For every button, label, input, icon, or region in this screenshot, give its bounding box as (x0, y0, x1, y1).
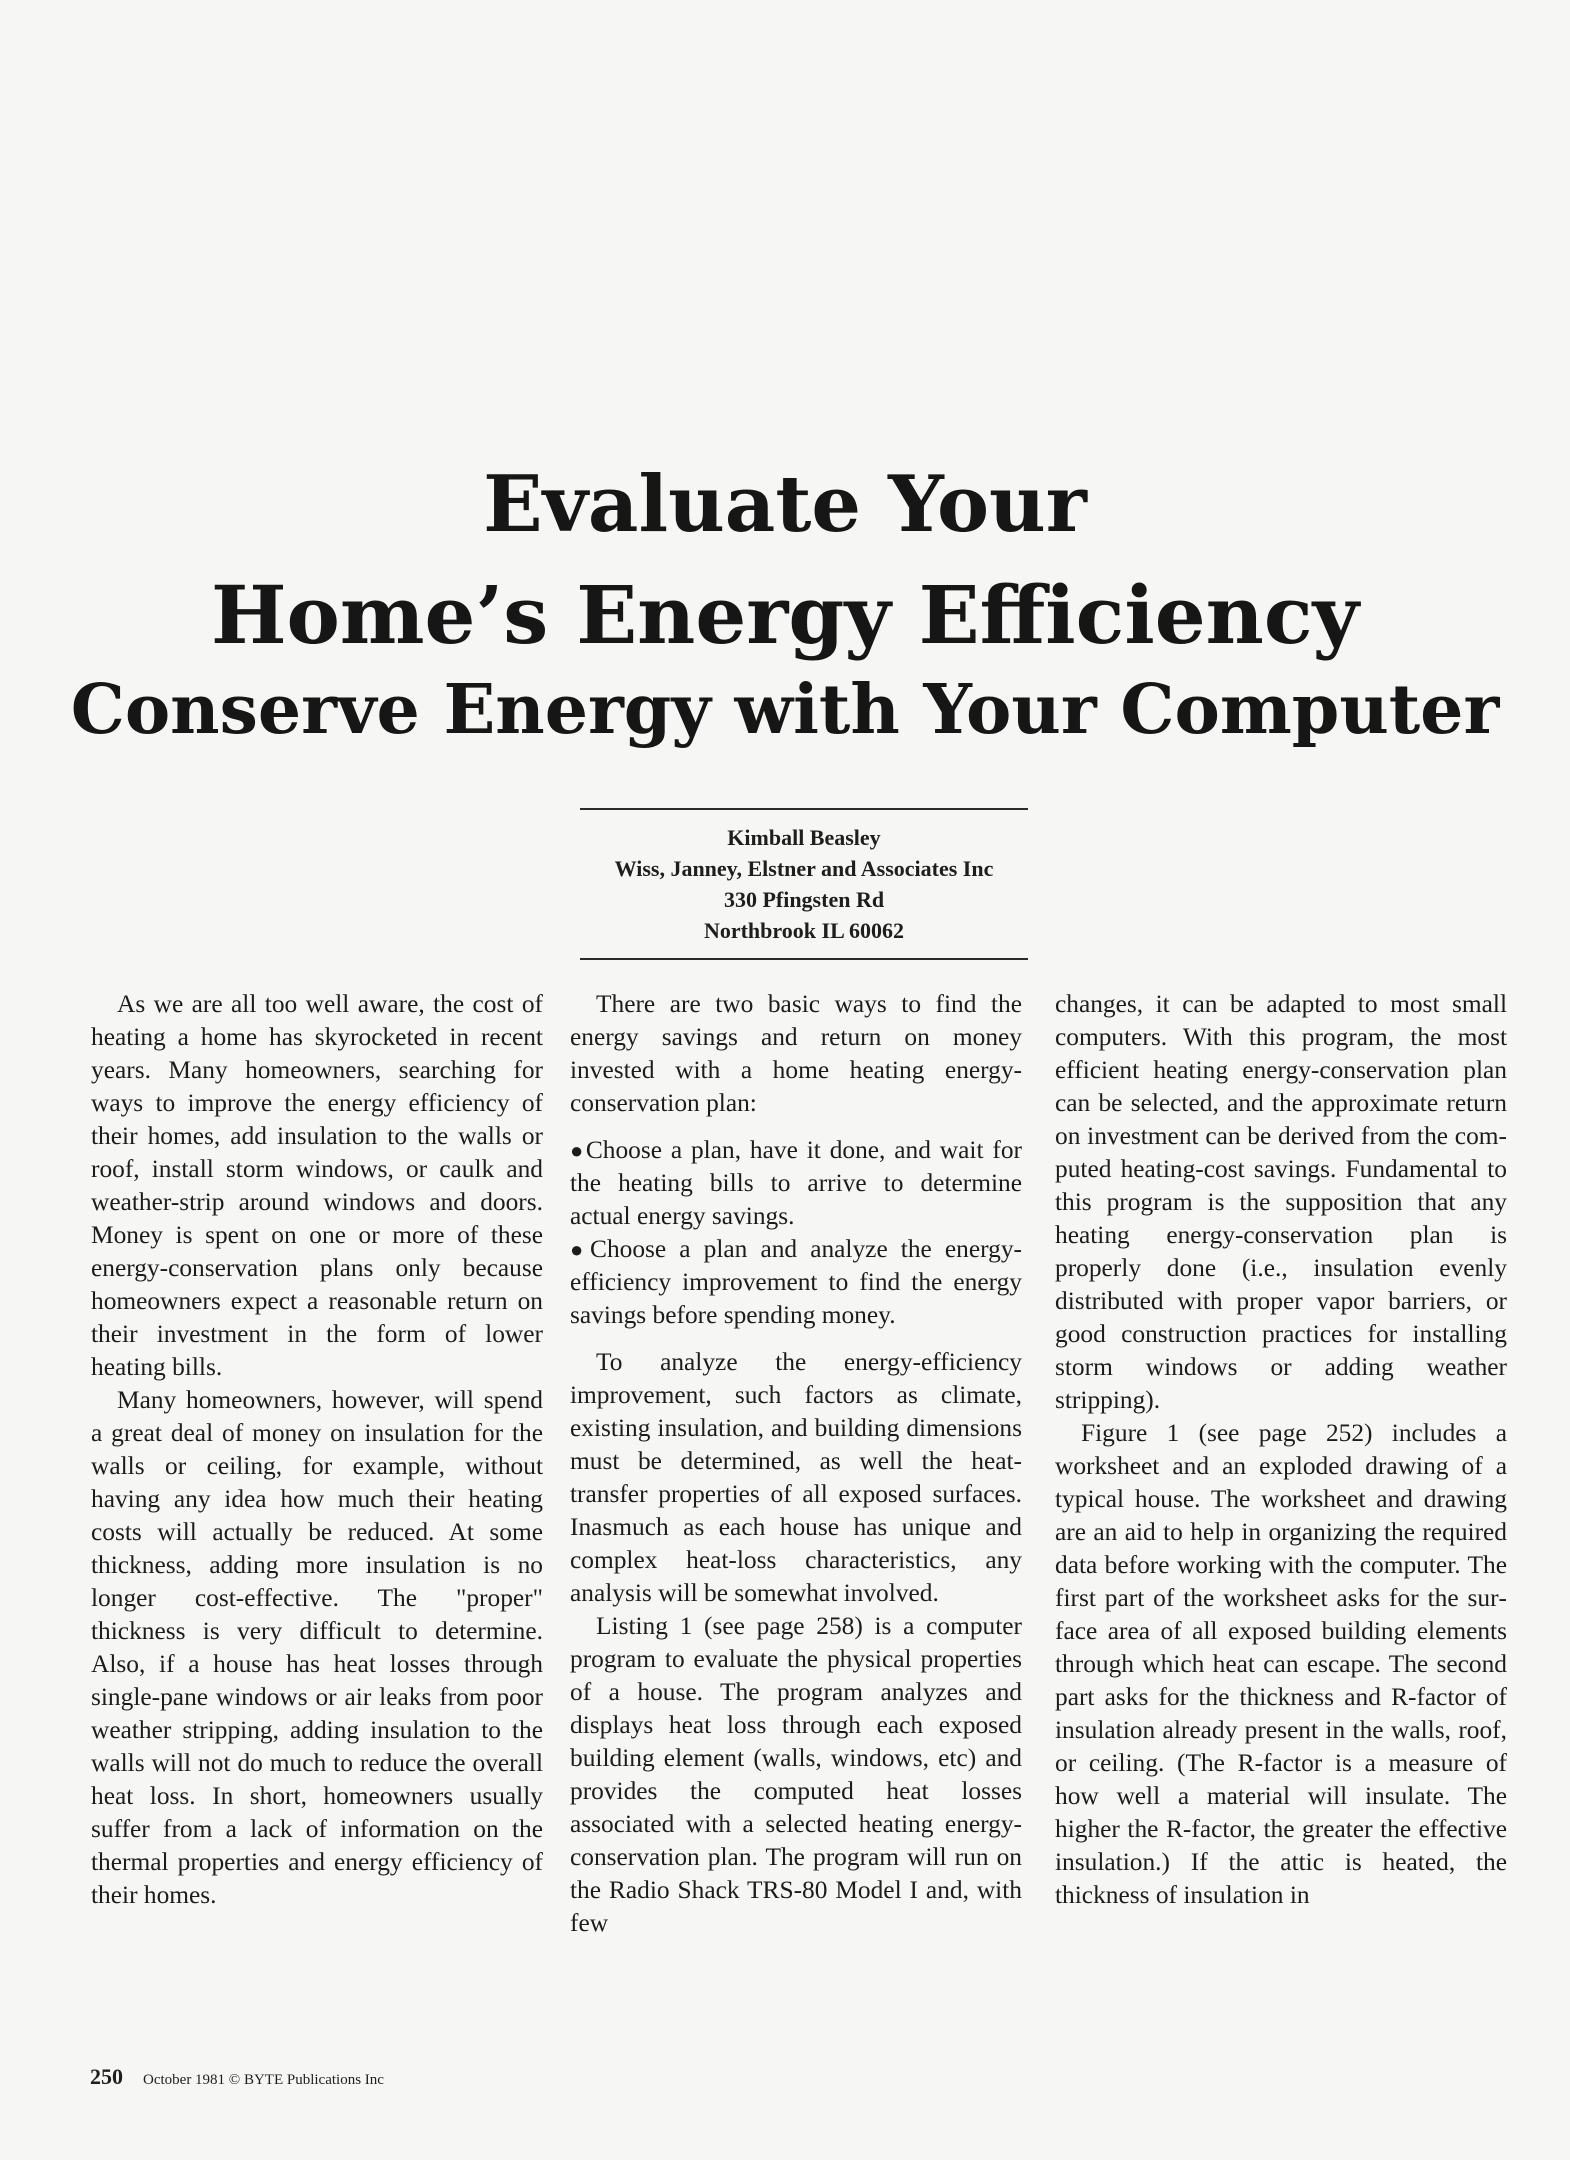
author-city: Northbrook IL 60062 (703, 918, 905, 943)
body-column-2 (570, 988, 1022, 1940)
author-street-address: 330 Pfingsten Rd (723, 887, 885, 912)
author-byline (580, 808, 1028, 960)
bullet-text: Choose a plan and analyze the energy-efficiency improvement to find the energy savings before spending money. (570, 1235, 1022, 1329)
body-column-1 (91, 988, 543, 1912)
body-paragraph: To analyze the energy-efficiency improvement, such factors as climate, existing insulation, and building dimensions must be determined, as well the heat-transfer properties of all exposed surfaces. Inasmuch as each house has unique and complex heat-loss characteristics, any analysis will be somewhat involved. (570, 1348, 1022, 1607)
page-footer (90, 2064, 384, 2090)
page-number: 250 (90, 2064, 123, 2089)
body-column-3 (1055, 988, 1507, 1912)
body-paragraph: Listing 1 (see page 258) is a computer program to evaluate the physical properties of a house. The program analyzes and displays heat loss through each exposed building element (walls, windows, etc) and provides the computed heat losses associated with a selected heating energy-conservation plan. The program will run on the Radio Shack TRS-80 Model I and, with few (570, 1612, 1022, 1937)
body-paragraph: Figure 1 (see page 252) includes a worksheet and an exploded drawing of a typical house. The worksheet and drawing are an aid to help in organizing the required data before working with the computer. The first part of the worksheet asks for the surface area of all exposed building elements through which heat can escape. The second part asks for the thickness and R-factor of insulation already present in the walls, roof, or ceiling. (The R-factor is a measure of how well a material will insulate. The higher the R-factor, the greater the effective insulation.) If the attic is heated, the thickness of insulation in (1055, 1419, 1507, 1909)
bullet-icon: ● (570, 1237, 591, 1262)
article-title-line-2: Home’s Energy Efficiency (210, 568, 1360, 662)
body-paragraph: changes, it can be adapted to most small computers. With this program, the most efficient heating energy-conservation plan can be selected, and the approximate return on investment can be derived from the computed heating-cost savings. Fundamental to this program is the supposition that any heating energy-conservation plan is properly done (i.e., insulation evenly distributed with proper vapor barriers, or good construction practices for installing storm windows or adding weather stripping). (1055, 990, 1507, 1414)
bullet-text: Choose a plan, have it done, and wait for the heating bills to arrive to determine actual energy savings. (570, 1136, 1022, 1230)
article-subtitle: Conserve Energy with Your Computer (70, 670, 1500, 750)
body-paragraph: Many homeowners, however, will spend a great deal of money on insulation for the walls or ceiling, for example, without having any idea how much their heating costs will actually be reduced. At some thickness, adding more insulation is no longer cost-effective. The "proper" thickness is very difficult to determine. Also, if a house has heat losses through single-pane windows or air leaks from poor weather stripping, adding insulation to the walls will not do much to reduce the overall heat loss. In short, homeowners usually suffer from a lack of information on the thermal properties and energy efficiency of their homes. (91, 1386, 543, 1909)
body-paragraph: There are two basic ways to find the energy savings and return on money invested with a home heating energy-conservation plan: (570, 990, 1022, 1117)
bullet-list-item (570, 1233, 1022, 1332)
body-paragraph: As we are all too well aware, the cost of heating a home has skyrocketed in recent years. Many homeowners, searching for ways to improve the energy efficiency of their homes, add insulation to the walls or roof, install storm windows, or caulk and weather-strip around windows and doors. Money is spent on one or more of these energy-conservation plans only because homeowners expect a reasonable return on their investment in the form of lower heating bills. (91, 990, 543, 1381)
article-title-line-1: Evaluate Your (483, 459, 1087, 550)
bullet-list-item (570, 1134, 1022, 1233)
author-name: Kimball Beasley (727, 825, 881, 850)
bullet-icon: ● (570, 1138, 586, 1163)
publication-credit: October 1981 © BYTE Publications Inc (143, 2072, 384, 2088)
author-organization: Wiss, Janney, Elstner and Associates Inc (614, 856, 994, 881)
